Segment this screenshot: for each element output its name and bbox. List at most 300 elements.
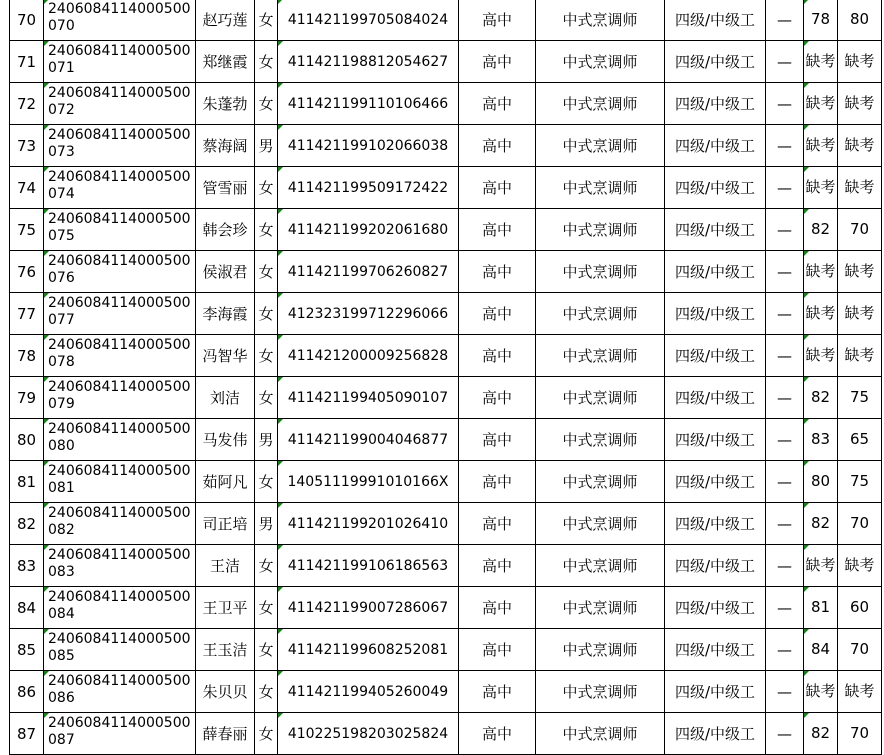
occupation-text: 中式烹调师	[562, 472, 638, 491]
education-cell[interactable]	[459, 209, 536, 251]
id-number-text: 411421199405260049	[287, 683, 449, 700]
occupation-cell[interactable]	[536, 629, 665, 671]
candidate-name-cell[interactable]	[196, 251, 255, 293]
ticket-number-text: 2406084114000500072	[48, 85, 191, 118]
education-cell[interactable]	[459, 125, 536, 167]
id-number-text: 411421199201026410	[287, 515, 449, 532]
ticket-number-cell[interactable]	[44, 293, 196, 335]
level-cell[interactable]	[665, 503, 766, 545]
theory-score-cell[interactable]	[804, 0, 838, 41]
ticket-number-cell[interactable]	[44, 167, 196, 209]
dash-cell[interactable]	[766, 41, 804, 83]
occupation-cell[interactable]	[536, 419, 665, 461]
occupation-text: 中式烹调师	[562, 94, 638, 113]
ticket-number-cell[interactable]	[44, 419, 196, 461]
level-text: 四级/中级工	[674, 598, 756, 617]
serial-number-text: 71	[16, 52, 37, 71]
gender-cell[interactable]	[255, 671, 278, 713]
occupation-cell[interactable]	[536, 587, 665, 629]
skill-score-cell[interactable]	[838, 251, 882, 293]
gender-cell[interactable]	[255, 167, 278, 209]
theory-score-cell[interactable]	[804, 83, 838, 125]
gender-text: 女	[258, 178, 274, 197]
level-text: 四级/中级工	[674, 220, 756, 239]
theory-score-text: 缺考	[805, 52, 836, 70]
gender-cell[interactable]	[255, 419, 278, 461]
serial-number-cell[interactable]	[10, 0, 44, 41]
id-number-cell[interactable]	[278, 293, 459, 335]
table-row	[10, 41, 882, 83]
ticket-number-cell[interactable]	[44, 587, 196, 629]
dash-cell[interactable]	[766, 671, 804, 713]
gender-cell[interactable]	[255, 335, 278, 377]
dash-cell[interactable]	[766, 251, 804, 293]
gender-cell[interactable]	[255, 83, 278, 125]
table-row	[10, 587, 882, 629]
occupation-cell[interactable]	[536, 167, 665, 209]
id-number-cell[interactable]	[278, 41, 459, 83]
id-number-cell[interactable]	[278, 545, 459, 587]
id-number-cell[interactable]	[278, 713, 459, 755]
occupation-cell[interactable]	[536, 0, 665, 41]
education-text: 高中	[481, 598, 512, 617]
candidate-name-cell[interactable]	[196, 671, 255, 713]
candidate-name-text: 侯淑君	[202, 262, 248, 281]
level-cell[interactable]	[665, 41, 766, 83]
gender-cell[interactable]	[255, 713, 278, 755]
skill-score-cell[interactable]	[838, 629, 882, 671]
candidate-name-cell[interactable]	[196, 587, 255, 629]
education-cell[interactable]	[459, 503, 536, 545]
serial-number-cell[interactable]	[10, 461, 44, 503]
dash-cell[interactable]	[766, 503, 804, 545]
education-cell[interactable]	[459, 713, 536, 755]
education-cell[interactable]	[459, 587, 536, 629]
education-text: 高中	[481, 136, 512, 155]
candidate-name-cell[interactable]	[196, 0, 255, 41]
dash-cell[interactable]	[766, 0, 804, 41]
serial-number-cell[interactable]	[10, 125, 44, 167]
gender-text: 女	[258, 682, 274, 701]
table-body	[10, 0, 882, 755]
education-cell[interactable]	[459, 461, 536, 503]
level-text: 四级/中级工	[674, 178, 756, 197]
id-number-text: 411421199007286067	[287, 599, 449, 616]
theory-score-cell[interactable]	[804, 209, 838, 251]
gender-cell[interactable]	[255, 41, 278, 83]
ticket-number-text: 2406084114000500073	[48, 127, 191, 160]
skill-score-cell[interactable]	[838, 587, 882, 629]
serial-number-cell[interactable]	[10, 377, 44, 419]
skill-score-cell[interactable]	[838, 713, 882, 755]
table-row	[10, 0, 882, 41]
level-cell[interactable]	[665, 545, 766, 587]
occupation-text: 中式烹调师	[562, 430, 638, 449]
level-cell[interactable]	[665, 377, 766, 419]
education-text: 高中	[481, 556, 512, 575]
level-cell[interactable]	[665, 335, 766, 377]
serial-number-text: 75	[16, 220, 37, 239]
skill-score-cell[interactable]	[838, 545, 882, 587]
id-number-cell[interactable]	[278, 125, 459, 167]
skill-score-text: 缺考	[844, 304, 875, 322]
gender-cell[interactable]	[255, 377, 278, 419]
dash-cell[interactable]	[766, 629, 804, 671]
candidate-name-cell[interactable]	[196, 335, 255, 377]
level-text: 四级/中级工	[674, 10, 756, 29]
id-number-text: 411421199405090107	[287, 389, 449, 406]
gender-cell[interactable]	[255, 251, 278, 293]
education-text: 高中	[481, 10, 512, 29]
theory-score-cell[interactable]	[804, 293, 838, 335]
dash-text: —	[777, 598, 792, 617]
candidate-name-text: 司正培	[202, 514, 248, 533]
table-row	[10, 335, 882, 377]
dash-text: —	[777, 10, 792, 29]
dash-cell[interactable]	[766, 461, 804, 503]
cell-comment-marker	[804, 83, 809, 88]
education-text: 高中	[481, 724, 512, 743]
candidate-name-cell[interactable]	[196, 293, 255, 335]
education-cell[interactable]	[459, 41, 536, 83]
candidate-name-cell[interactable]	[196, 629, 255, 671]
gender-cell[interactable]	[255, 629, 278, 671]
dash-cell[interactable]	[766, 167, 804, 209]
occupation-cell[interactable]	[536, 461, 665, 503]
ticket-number-cell[interactable]	[44, 671, 196, 713]
skill-score-cell[interactable]	[838, 503, 882, 545]
ticket-number-cell[interactable]	[44, 335, 196, 377]
theory-score-cell[interactable]	[804, 125, 838, 167]
cell-comment-marker	[44, 41, 49, 46]
dash-text: —	[777, 346, 792, 365]
theory-score-cell[interactable]	[804, 167, 838, 209]
cell-comment-marker	[278, 629, 283, 634]
theory-score-cell[interactable]	[804, 713, 838, 755]
candidate-name-cell[interactable]	[196, 41, 255, 83]
serial-number-cell[interactable]	[10, 545, 44, 587]
theory-score-cell[interactable]	[804, 335, 838, 377]
theory-score-text: 缺考	[805, 304, 836, 322]
education-cell[interactable]	[459, 167, 536, 209]
theory-score-cell[interactable]	[804, 41, 838, 83]
serial-number-cell[interactable]	[10, 251, 44, 293]
education-text: 高中	[481, 388, 512, 407]
occupation-cell[interactable]	[536, 335, 665, 377]
id-number-cell[interactable]	[278, 251, 459, 293]
candidate-name-cell[interactable]	[196, 419, 255, 461]
cell-comment-marker	[278, 461, 283, 466]
cell-comment-marker	[804, 125, 809, 130]
candidate-name-cell[interactable]	[196, 377, 255, 419]
serial-number-text: 85	[16, 640, 37, 659]
skill-score-cell[interactable]	[838, 335, 882, 377]
serial-number-cell[interactable]	[10, 293, 44, 335]
education-cell[interactable]	[459, 83, 536, 125]
ticket-number-cell[interactable]	[44, 545, 196, 587]
candidate-name-cell[interactable]	[196, 83, 255, 125]
table-row	[10, 713, 882, 755]
id-number-text: 411421199102066038	[287, 137, 449, 154]
education-cell[interactable]	[459, 251, 536, 293]
gender-text: 男	[258, 430, 274, 449]
gender-cell[interactable]	[255, 125, 278, 167]
cell-comment-marker	[278, 251, 283, 256]
ticket-number-cell[interactable]	[44, 83, 196, 125]
candidate-name-cell[interactable]	[196, 125, 255, 167]
candidate-name-cell[interactable]	[196, 545, 255, 587]
cell-comment-marker	[44, 671, 49, 676]
education-text: 高中	[481, 514, 512, 533]
education-cell[interactable]	[459, 335, 536, 377]
skill-score-cell[interactable]	[838, 0, 882, 41]
gender-cell[interactable]	[255, 0, 278, 41]
ticket-number-cell[interactable]	[44, 503, 196, 545]
level-cell[interactable]	[665, 83, 766, 125]
cell-comment-marker	[44, 209, 49, 214]
ticket-number-text: 2406084114000500085	[48, 631, 191, 664]
skill-score-cell[interactable]	[838, 41, 882, 83]
occupation-cell[interactable]	[536, 377, 665, 419]
candidate-name-cell[interactable]	[196, 209, 255, 251]
level-cell[interactable]	[665, 251, 766, 293]
education-cell[interactable]	[459, 545, 536, 587]
gender-cell[interactable]	[255, 545, 278, 587]
occupation-cell[interactable]	[536, 209, 665, 251]
skill-score-cell[interactable]	[838, 671, 882, 713]
cell-comment-marker	[44, 713, 49, 718]
education-text: 高中	[481, 430, 512, 449]
theory-score-cell[interactable]	[804, 671, 838, 713]
occupation-cell[interactable]	[536, 125, 665, 167]
cell-comment-marker	[44, 251, 49, 256]
skill-score-cell[interactable]	[838, 125, 882, 167]
serial-number-cell[interactable]	[10, 83, 44, 125]
candidate-name-text: 蔡海阔	[202, 136, 248, 155]
candidate-name-text: 王洁	[209, 556, 240, 575]
education-cell[interactable]	[459, 377, 536, 419]
education-cell[interactable]	[459, 0, 536, 41]
ticket-number-cell[interactable]	[44, 629, 196, 671]
level-cell[interactable]	[665, 713, 766, 755]
candidate-name-text: 冯智华	[202, 346, 248, 365]
theory-score-cell[interactable]	[804, 503, 838, 545]
id-number-cell[interactable]	[278, 167, 459, 209]
ticket-number-cell[interactable]	[44, 41, 196, 83]
serial-number-cell[interactable]	[10, 419, 44, 461]
ticket-number-text: 2406084114000500070	[48, 1, 191, 34]
occupation-cell[interactable]	[536, 545, 665, 587]
id-number-cell[interactable]	[278, 629, 459, 671]
serial-number-text: 74	[16, 178, 37, 197]
education-cell[interactable]	[459, 671, 536, 713]
serial-number-text: 87	[16, 724, 37, 743]
occupation-text: 中式烹调师	[562, 10, 638, 29]
level-cell[interactable]	[665, 167, 766, 209]
level-cell[interactable]	[665, 209, 766, 251]
education-cell[interactable]	[459, 629, 536, 671]
dash-cell[interactable]	[766, 713, 804, 755]
cell-comment-marker	[278, 587, 283, 592]
serial-number-cell[interactable]	[10, 335, 44, 377]
serial-number-text: 78	[16, 346, 37, 365]
serial-number-cell[interactable]	[10, 503, 44, 545]
level-cell[interactable]	[665, 293, 766, 335]
candidate-name-cell[interactable]	[196, 503, 255, 545]
occupation-text: 中式烹调师	[562, 724, 638, 743]
gender-cell[interactable]	[255, 587, 278, 629]
theory-score-text: 78	[810, 10, 831, 28]
serial-number-cell[interactable]	[10, 167, 44, 209]
cell-comment-marker	[804, 419, 809, 424]
ticket-number-cell[interactable]	[44, 0, 196, 41]
cell-comment-marker	[44, 545, 49, 550]
theory-score-cell[interactable]	[804, 377, 838, 419]
skill-score-cell[interactable]	[838, 377, 882, 419]
theory-score-cell[interactable]	[804, 419, 838, 461]
dash-cell[interactable]	[766, 587, 804, 629]
occupation-cell[interactable]	[536, 671, 665, 713]
level-cell[interactable]	[665, 0, 766, 41]
theory-score-text: 81	[810, 598, 831, 616]
id-number-text: 411421199706260827	[287, 263, 449, 280]
skill-score-cell[interactable]	[838, 167, 882, 209]
id-number-cell[interactable]	[278, 335, 459, 377]
id-number-cell[interactable]	[278, 377, 459, 419]
skill-score-cell[interactable]	[838, 461, 882, 503]
level-cell[interactable]	[665, 461, 766, 503]
gender-text: 男	[258, 514, 274, 533]
level-cell[interactable]	[665, 125, 766, 167]
skill-score-text: 75	[849, 472, 870, 490]
serial-number-cell[interactable]	[10, 713, 44, 755]
dash-text: —	[777, 136, 792, 155]
theory-score-cell[interactable]	[804, 587, 838, 629]
serial-number-cell[interactable]	[10, 41, 44, 83]
occupation-cell[interactable]	[536, 41, 665, 83]
cell-comment-marker	[44, 125, 49, 130]
occupation-cell[interactable]	[536, 83, 665, 125]
occupation-cell[interactable]	[536, 503, 665, 545]
candidate-name-cell[interactable]	[196, 713, 255, 755]
ticket-number-cell[interactable]	[44, 209, 196, 251]
skill-score-cell[interactable]	[838, 83, 882, 125]
level-cell[interactable]	[665, 671, 766, 713]
theory-score-cell[interactable]	[804, 461, 838, 503]
theory-score-cell[interactable]	[804, 545, 838, 587]
gender-cell[interactable]	[255, 293, 278, 335]
dash-cell[interactable]	[766, 419, 804, 461]
dash-cell[interactable]	[766, 293, 804, 335]
serial-number-text: 83	[16, 556, 37, 575]
ticket-number-cell[interactable]	[44, 125, 196, 167]
ticket-number-cell[interactable]	[44, 377, 196, 419]
theory-score-text: 82	[810, 220, 831, 238]
candidate-name-cell[interactable]	[196, 167, 255, 209]
level-cell[interactable]	[665, 629, 766, 671]
id-number-cell[interactable]	[278, 671, 459, 713]
cell-comment-marker	[278, 0, 283, 4]
level-text: 四级/中级工	[674, 136, 756, 155]
dash-cell[interactable]	[766, 545, 804, 587]
education-cell[interactable]	[459, 419, 536, 461]
cell-comment-marker	[804, 713, 809, 718]
occupation-text: 中式烹调师	[562, 304, 638, 323]
occupation-text: 中式烹调师	[562, 682, 638, 701]
occupation-text: 中式烹调师	[562, 346, 638, 365]
ticket-number-cell[interactable]	[44, 713, 196, 755]
serial-number-cell[interactable]	[10, 629, 44, 671]
candidate-name-cell[interactable]	[196, 461, 255, 503]
gender-cell[interactable]	[255, 503, 278, 545]
cell-comment-marker	[804, 671, 809, 676]
skill-score-cell[interactable]	[838, 293, 882, 335]
id-number-text: 14051119991010166X	[287, 473, 449, 490]
education-text: 高中	[481, 640, 512, 659]
id-number-cell[interactable]	[278, 419, 459, 461]
id-number-cell[interactable]	[278, 83, 459, 125]
dash-text: —	[777, 556, 792, 575]
level-text: 四级/中级工	[674, 514, 756, 533]
id-number-cell[interactable]	[278, 503, 459, 545]
theory-score-cell[interactable]	[804, 629, 838, 671]
id-number-cell[interactable]	[278, 0, 459, 41]
education-cell[interactable]	[459, 293, 536, 335]
ticket-number-cell[interactable]	[44, 251, 196, 293]
candidate-name-text: 韩会珍	[202, 220, 248, 239]
gender-cell[interactable]	[255, 461, 278, 503]
dash-cell[interactable]	[766, 83, 804, 125]
dash-text: —	[777, 640, 792, 659]
dash-text: —	[777, 304, 792, 323]
dash-cell[interactable]	[766, 335, 804, 377]
ticket-number-text: 2406084114000500078	[48, 337, 191, 370]
skill-score-cell[interactable]	[838, 209, 882, 251]
table-row	[10, 167, 882, 209]
dash-text: —	[777, 472, 792, 491]
occupation-cell[interactable]	[536, 293, 665, 335]
dash-text: —	[777, 262, 792, 281]
level-text: 四级/中级工	[674, 388, 756, 407]
dash-cell[interactable]	[766, 125, 804, 167]
skill-score-cell[interactable]	[838, 419, 882, 461]
level-text: 四级/中级工	[674, 556, 756, 575]
cell-comment-marker	[44, 503, 49, 508]
occupation-cell[interactable]	[536, 713, 665, 755]
serial-number-cell[interactable]	[10, 587, 44, 629]
serial-number-cell[interactable]	[10, 209, 44, 251]
dash-cell[interactable]	[766, 209, 804, 251]
ticket-number-cell[interactable]	[44, 461, 196, 503]
serial-number-cell[interactable]	[10, 671, 44, 713]
ticket-number-text: 2406084114000500087	[48, 715, 191, 748]
ticket-number-text: 2406084114000500084	[48, 589, 191, 622]
skill-score-text: 75	[849, 388, 870, 406]
id-number-cell[interactable]	[278, 587, 459, 629]
table-row	[10, 419, 882, 461]
level-cell[interactable]	[665, 587, 766, 629]
gender-cell[interactable]	[255, 209, 278, 251]
id-number-cell[interactable]	[278, 461, 459, 503]
id-number-cell[interactable]	[278, 209, 459, 251]
occupation-cell[interactable]	[536, 251, 665, 293]
dash-cell[interactable]	[766, 377, 804, 419]
theory-score-cell[interactable]	[804, 251, 838, 293]
serial-number-text: 86	[16, 682, 37, 701]
cell-comment-marker	[44, 419, 49, 424]
level-cell[interactable]	[665, 419, 766, 461]
dash-text: —	[777, 94, 792, 113]
